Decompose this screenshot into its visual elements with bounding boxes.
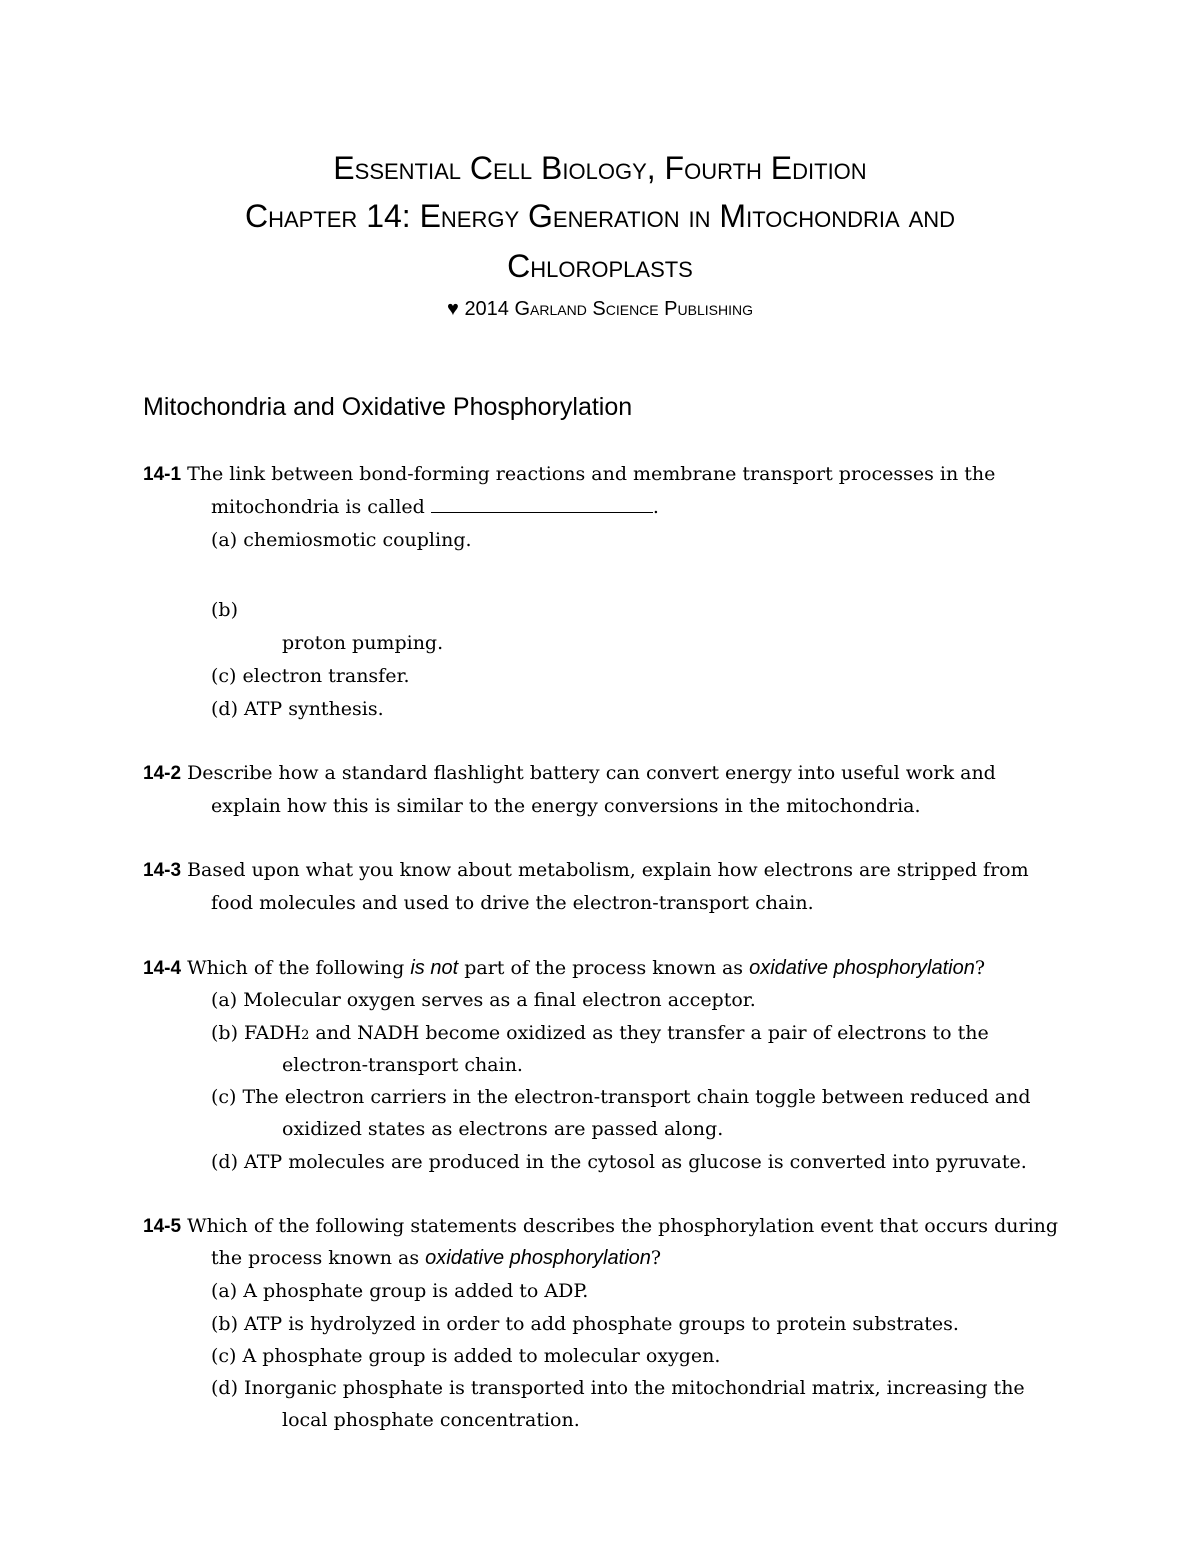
subscript: 2 (301, 1028, 310, 1043)
emphasis-text: is not (410, 957, 459, 979)
question-text: Based upon what you know about metabolism, explain how electrons are stripped from (187, 859, 1029, 881)
copyright-line (0, 295, 1200, 323)
option-a: (a) A phosphate group is added to ADP. (211, 1280, 589, 1302)
emphasis-text: oxidative phosphorylation (749, 957, 975, 979)
question-14-1 (143, 459, 995, 490)
question-text-cont: food molecules and used to drive the electron-transport chain. (211, 892, 814, 914)
section-title: Mitochondria and Oxidative Phosphorylation (143, 393, 633, 421)
chapter-title: Chapter 14: Energy Generation in Mitochondria and (244, 198, 956, 234)
book-title: Essential Cell Biology, Fourth Edition (333, 150, 867, 186)
copyright-text: 2014 Garland Science Publishing (464, 298, 753, 320)
option-b-cont: electron-transport chain. (282, 1054, 523, 1076)
option-c-cont: oxidized states as electrons are passed along. (282, 1118, 724, 1140)
option-c: (c) The electron carriers in the electron-transport chain toggle between reduced and (211, 1086, 1031, 1108)
option-d-cont: local phosphate concentration. (282, 1409, 580, 1431)
question-number: 14-1 (143, 464, 182, 485)
question-text-cont: the process known as oxidative phosphorylation? (211, 1247, 662, 1269)
option-c: (c) A phosphate group is added to molecular oxygen. (211, 1345, 721, 1367)
emphasis-text: oxidative phosphorylation (425, 1247, 651, 1269)
option-a: (a) chemiosmotic coupling. (211, 529, 472, 551)
question-14-4: 14-4 Which of the following is not part of the process known as oxidative phosphorylation? (143, 957, 985, 979)
option-d: (d) Inorganic phosphate is transported into the mitochondrial matrix, increasing the (211, 1377, 1025, 1399)
question-text-cont: mitochondria is called . (211, 492, 659, 522)
chapter-title-cont: Chloroplasts (507, 248, 693, 284)
answer-blank (431, 492, 653, 513)
option-b-label: (b) (211, 599, 238, 621)
question-number: 14-2 (143, 763, 182, 784)
question-text: Describe how a standard flashlight battery can convert energy into useful work and (187, 762, 996, 784)
option-a: (a) Molecular oxygen serves as a final electron acceptor. (211, 989, 756, 1011)
heart-icon: ♥ (447, 298, 459, 320)
question-14-3 (143, 855, 1029, 886)
question-text-cont: explain how this is similar to the energy conversions in the mitochondria. (211, 795, 921, 817)
question-14-5 (143, 1211, 1058, 1242)
question-number: 14-3 (143, 860, 182, 881)
option-b: proton pumping. (282, 632, 444, 654)
question-text: Which of the following statements describes the phosphorylation event that occurs during (187, 1215, 1059, 1237)
option-c: (c) electron transfer. (211, 665, 410, 687)
question-number: 14-5 (143, 1216, 182, 1237)
question-number: 14-4 (143, 958, 182, 979)
option-b: (b) ATP is hydrolyzed in order to add phosphate groups to protein substrates. (211, 1313, 959, 1335)
option-d: (d) ATP molecules are produced in the cytosol as glucose is converted into pyruvate. (211, 1151, 1027, 1173)
question-text: The link between bond-forming reactions and membrane transport processes in the (187, 463, 996, 485)
question-14-2 (143, 758, 996, 789)
option-d: (d) ATP synthesis. (211, 698, 384, 720)
option-b: (b) FADH2 and NADH become oxidized as they transfer a pair of electrons to the (211, 1022, 989, 1044)
